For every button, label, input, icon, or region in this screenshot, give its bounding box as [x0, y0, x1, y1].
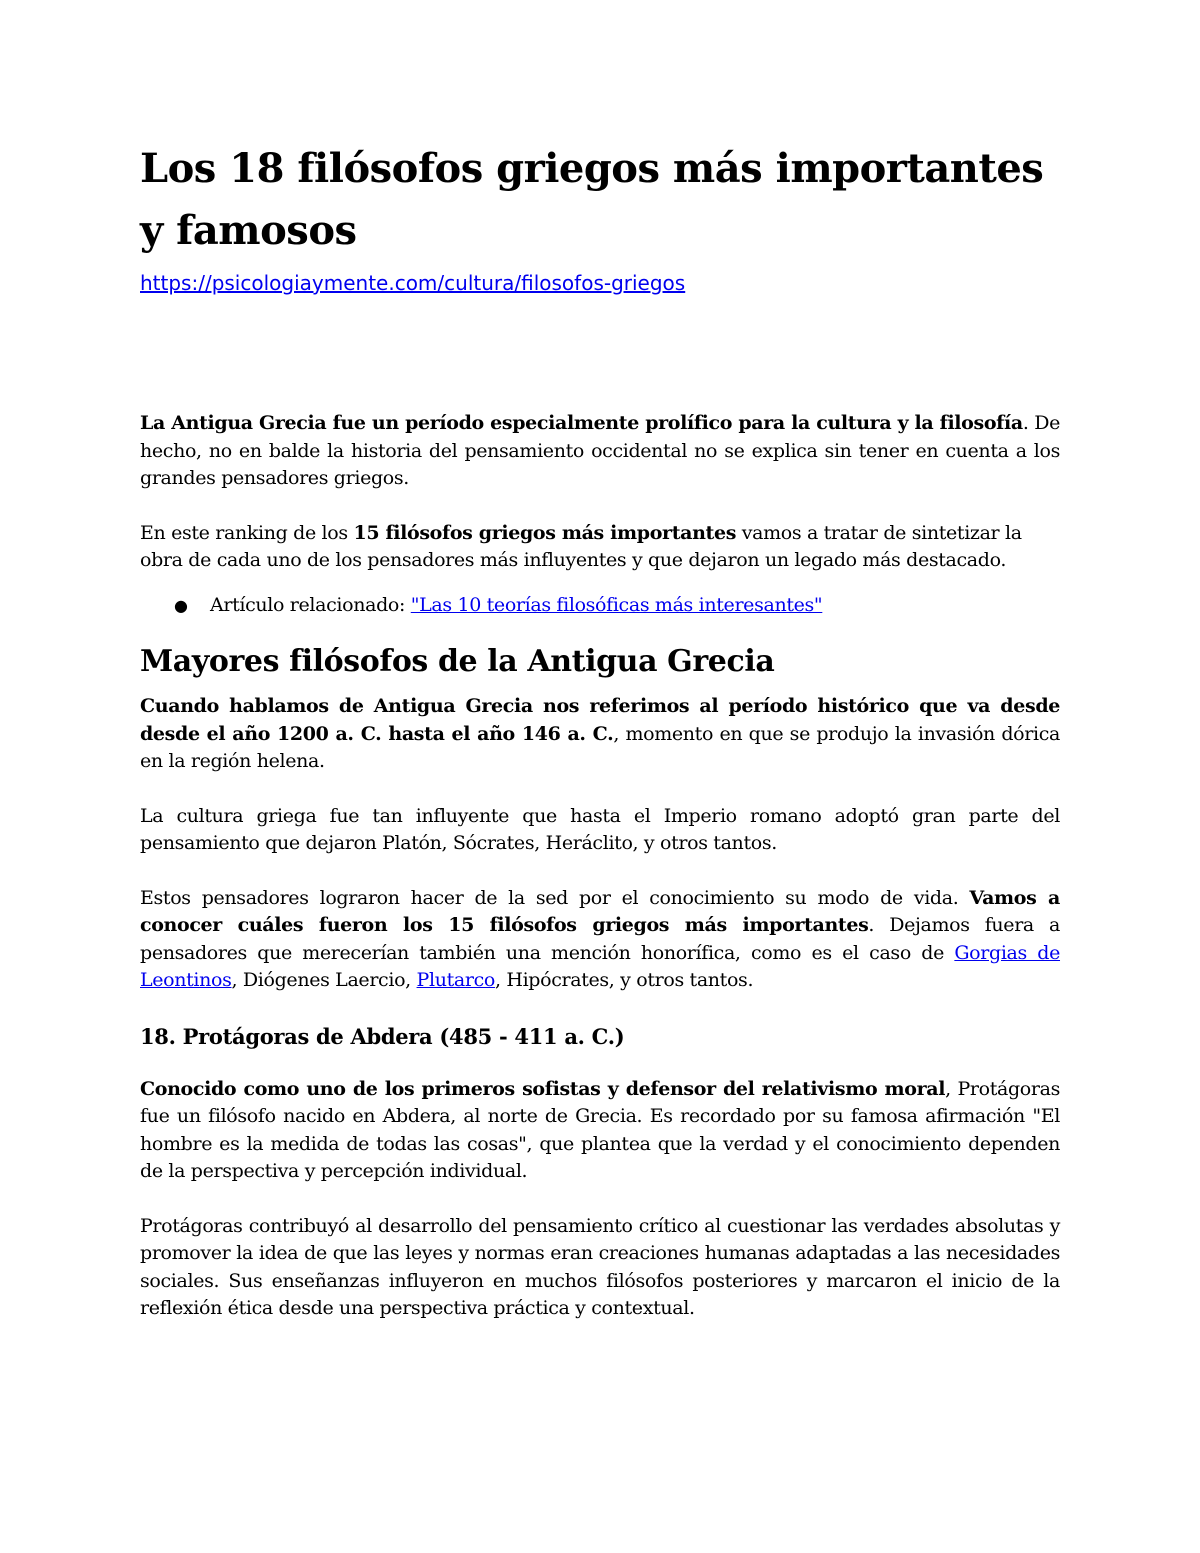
section3-text-mid2: , Diógenes Laercio, — [231, 969, 417, 991]
protagoras-paragraph-2: Protágoras contribuyó al desarrollo del pensamiento crítico al cuestionar las verdades absolutas y promover la idea de que las leyes y normas eran creaciones humanas adaptadas a las necesidades sociales. Sus enseñanzas influyeron en muchos filósofos posteriores y marcaron el inicio de la reflexión ética desde una perspectiva práctica y contextual. — [140, 1214, 1060, 1319]
section-title: Mayores filósofos de la Antigua Grecia — [140, 644, 775, 679]
related-label: Artículo relacionado: — [210, 593, 411, 616]
subsection-title: 18. Protágoras de Abdera (485 - 411 a. C.) — [140, 1023, 625, 1049]
spacer — [140, 493, 1060, 520]
section1-text: , momento en que se produjo la invasión dórica en la región helena. — [140, 722, 1060, 772]
spacer — [140, 683, 1060, 693]
intro-paragraph-1 — [140, 410, 1060, 493]
protagoras-paragraph-1 — [140, 1076, 1060, 1186]
section3-text-mid: . Dejamos fuera a pensadores que merecerían también una mención honorífica, como es el caso de — [140, 914, 1060, 964]
section-paragraph-1 — [140, 693, 1060, 776]
spacer — [140, 1052, 1060, 1076]
section-paragraph-3 — [140, 885, 1060, 995]
spacer — [140, 776, 1060, 803]
section-paragraph-2: La cultura griega fue tan influyente que hasta el Imperio romano adoptó gran parte del pensamiento que dejaron Platón, Sócrates, Heráclito, y otros tantos. — [140, 804, 1060, 854]
related-article-link[interactable]: "Las 10 teorías filosóficas más interesantes" — [410, 593, 823, 616]
intro-bold-text: La Antigua Grecia fue un período especialmente prolífico para la cultura y la filosofía — [140, 412, 1023, 434]
section3-bold-text: Vamos a conocer cuáles fueron los 15 filósofos griegos más importantes — [140, 886, 1060, 936]
spacer — [140, 619, 1060, 641]
spacer — [140, 298, 1060, 410]
intro2-text-post: vamos a tratar de sintetizar la obra de cada uno de los pensadores más influyentes y que dejaron un legado más destacado. — [140, 521, 1022, 571]
related-list — [140, 592, 1060, 620]
related-list-item — [174, 592, 1060, 620]
spacer — [140, 995, 1060, 1022]
intro2-bold-text: 15 filósofos griegos más importantes — [353, 521, 737, 544]
spacer — [140, 575, 1060, 592]
intro-paragraph-2 — [140, 520, 1060, 575]
gorgias-link[interactable]: Gorgias de Leontinos — [140, 941, 1061, 991]
protagoras-text: , Protágoras fue un filósofo nacido en Abdera, al norte de Grecia. Es recordado por su famosa afirmación "El hombre es la medida de todas las cosas", que plantea que la verdad y el conocimiento dependen de la perspectiva y percepción individual. — [140, 1077, 1060, 1182]
document-page — [140, 138, 1060, 1323]
protagoras-bold-text: Conocido como uno de los primeros sofistas y defensor del relativismo moral — [140, 1077, 946, 1100]
bullet-icon: ● — [174, 595, 188, 615]
document-title: Los 18 filósofos griegos más importantes y famosos — [140, 145, 1044, 254]
spacer — [140, 1186, 1060, 1213]
spacer — [140, 858, 1060, 885]
intro2-text-pre: En este ranking de los — [140, 521, 354, 544]
source-url-link[interactable]: https://psicologiaymente.com/cultura/filosofos-griegos — [140, 271, 686, 295]
intro-text: . De hecho, no en balde la historia del pensamiento occidental no se explica sin tener en cuenta a los grandes pensadores griegos. — [140, 412, 1060, 489]
section3-text-post: , Hipócrates, y otros tantos. — [494, 969, 754, 991]
section1-bold-text: Cuando hablamos de Antigua Grecia nos referimos al período histórico que va desde desde el año 1200 a. C. hasta el año 146 a. C. — [140, 695, 1060, 745]
section3-text-pre: Estos pensadores lograron hacer de la sed por el conocimiento su modo de vida. — [140, 886, 970, 909]
plutarco-link[interactable]: Plutarco — [416, 969, 495, 991]
